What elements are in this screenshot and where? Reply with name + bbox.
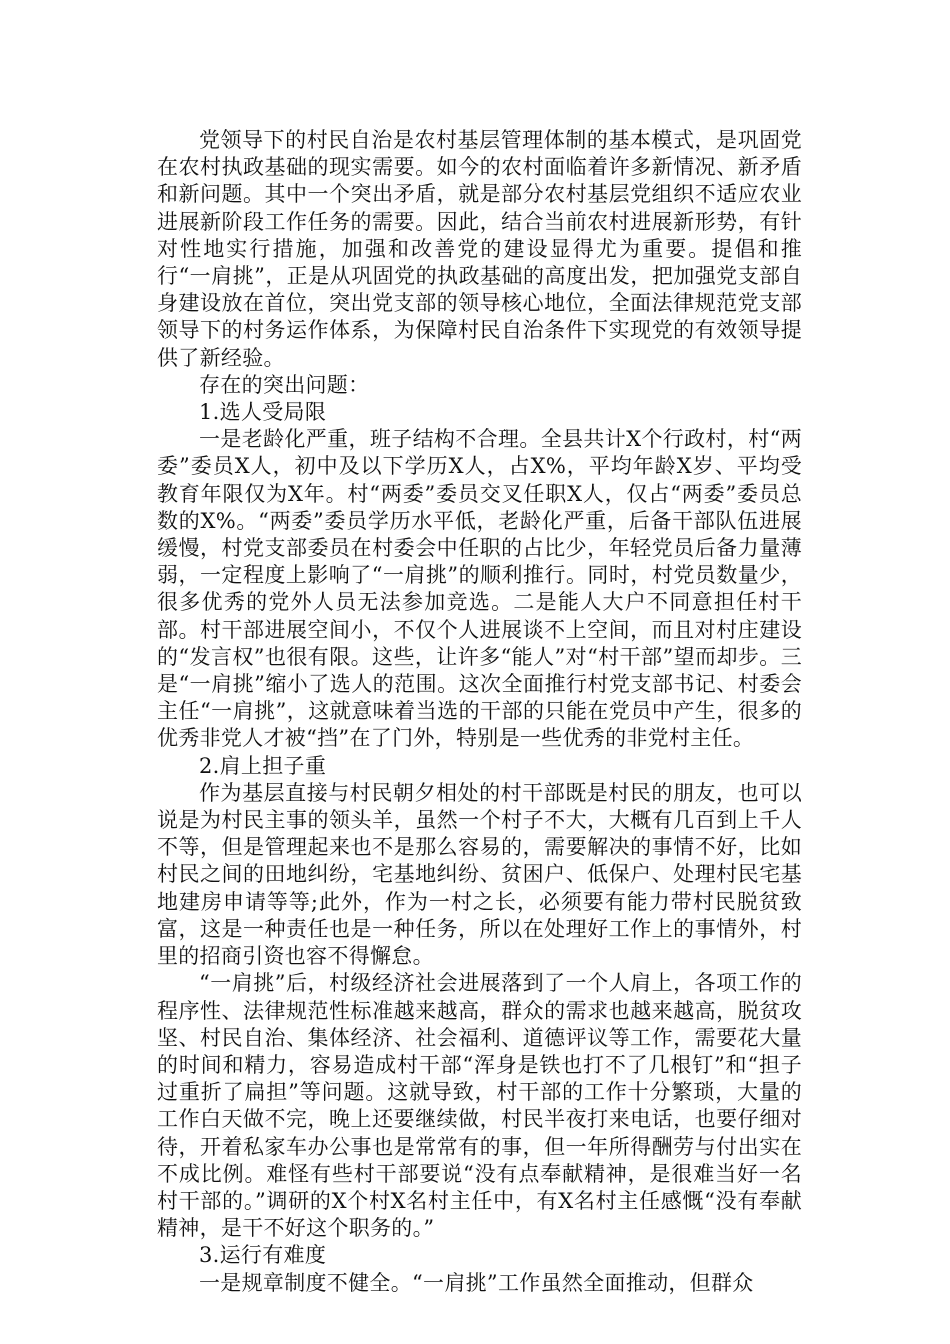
document-body bbox=[157, 127, 802, 1297]
paragraph-2-responsibility: 作为基层直接与村民朝夕相处的村干部既是村民的朋友，也可以说是为村民主事的领头羊，虽然一个村子不大，大概有几百到上千人不等，但是管理起来也不是那么容易的，需要解决的事情不好，比如村民之间的田地纠纷，宅基地纠纷、贫困户、低保户、处理村民宅基地建房申请等等;此外，作为一村之长，必须要有能力带村民脱贫致富，这是一种责任也是一种任务，所以在处理好工作上的事情外，村里的招商引资也容不得懈怠。 bbox=[157, 780, 802, 969]
paragraph-2-workload: “一肩挑”后，村级经济社会进展落到了一个人肩上，各项工作的程序性、法律规范性标准越来越高，群众的需求也越来越高，脱贫攻坚、村民自治、集体经济、社会福利、道德评议等工作，需要花大量的时间和精力，容易造成村干部“浑身是铁也打不了几根钉”和“担子过重折了扁担”等问题。这就导致，村干部的工作十分繁琐，大量的工作白天做不完，晚上还要继续做，村民半夜打来电话，也要仔细对待，开着私家车办公事也是常常有的事，但一年所得酬劳与付出实在不成比例。难怪有些村干部要说“没有点奉献精神，是很难当好一名村干部的。”调研的X个村X名村主任中，有X名村主任感慨“没有奉献精神，是干不好这个职务的。” bbox=[157, 971, 802, 1241]
paragraph-3-operation: 一是规章制度不健全。“一肩挑”工作虽然全面推动，但群众 bbox=[199, 1270, 754, 1295]
intro-paragraph: 党领导下的村民自治是农村基层管理体制的基本模式，是巩固党在农村执政基础的现实需要。如今的农村面临着许多新情况、新矛盾和新问题。其中一个突出矛盾，就是部分农村基层党组织不适应农业进展新阶段工作任务的需要。因此，结合当前农村进展新形势，有针对性地实行措施，加强和改善党的建设显得尤为重要。提倡和推行“一肩挑”，正是从巩固党的执政基础的高度出发，把加强党支部自身建设放在首位，突出党支部的领导核心地位，全面法律规范党支部领导下的村务运作体系，为保障村民自治条件下实现党的有效领导提供了新经验。 bbox=[157, 128, 802, 370]
subheading-3: 3.运行有难度 bbox=[199, 1243, 327, 1268]
subheading-2: 2.肩上担子重 bbox=[199, 753, 327, 778]
subheading-1: 1.选人受局限 bbox=[199, 400, 327, 425]
section-heading-problems: 存在的突出问题： bbox=[199, 372, 370, 397]
paragraph-1-selection: 一是老龄化严重，班子结构不合理。全县共计X个行政村，村“两委”委员X人，初中及以下学历X人，占X%，平均年龄X岁、平均受教育年限仅为X年。村“两委”委员交叉任职X人，仅占“两委”委员总数的X%。“两委”委员学历水平低，老龄化严重，后备干部队伍进展缓慢，村党支部委员在村委会中任职的占比少，年轻党员后备力量薄弱，一定程度上影响了“一肩挑”的顺利推行。同时，村党员数量少，很多优秀的党外人员无法参加竞选。二是能人大户不同意担任村干部。村干部进展空间小，不仅个人进展谈不上空间，而且对村庄建设的“发言权”也很有限。这些，让许多“能人”对“村干部”望而却步。三是“一肩挑”缩小了选人的范围。这次全面推行村党支部书记、村委会主任“一肩挑”，这就意味着当选的干部的只能在党员中产生，很多的优秀非党人才被“挡”在了门外，特别是一些优秀的非党村主任。 bbox=[157, 427, 802, 751]
